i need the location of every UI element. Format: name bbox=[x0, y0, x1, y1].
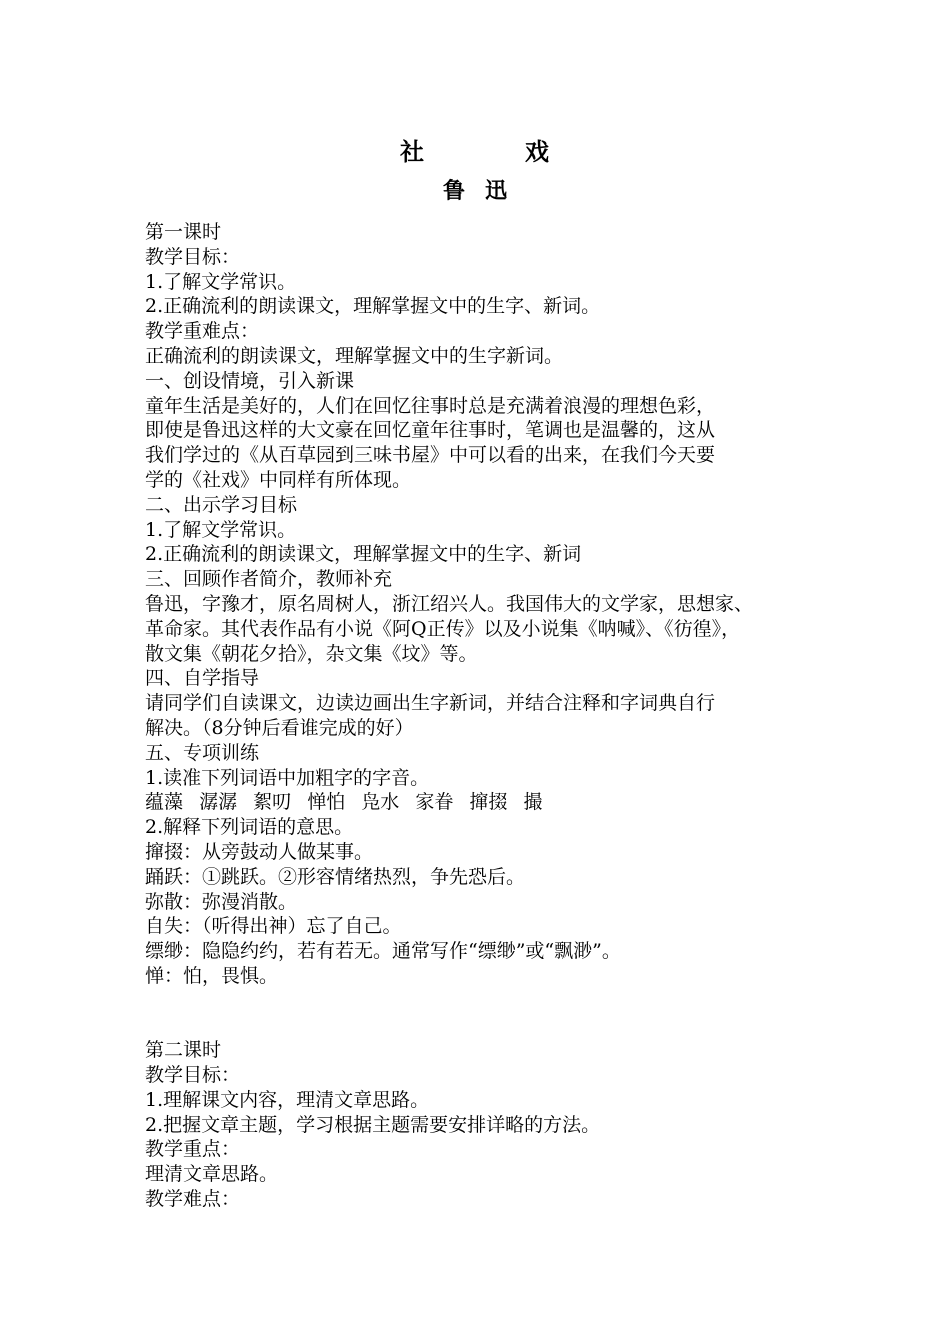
document-author bbox=[0, 174, 950, 205]
section-1-paragraph-line: 即使是鲁迅这样的大文豪在回忆童年往事时，笔调也是温馨的，这从 bbox=[145, 419, 716, 442]
lesson1-goal-2: 2.正确流利的朗读课文，理解掌握文中的生字、新词。 bbox=[145, 295, 601, 318]
author-bio-line: 散文集《朝花夕拾》，杂文集《坟》等。 bbox=[145, 642, 478, 665]
lesson2-goals-label: 教学目标： bbox=[145, 1064, 241, 1087]
author-bio-line: 革命家。其代表作品有小说《阿Q正传》以及小说集《呐喊》、《彷徨》， bbox=[145, 617, 741, 640]
section-4-title: 四、自学指导 bbox=[145, 667, 260, 690]
document-title bbox=[0, 132, 950, 167]
title-char-1: 社 bbox=[400, 138, 425, 166]
lesson2-goal-2: 2.把握文章主题，学习根据主题需要安排详略的方法。 bbox=[145, 1113, 601, 1136]
section-2-item-2: 2.正确流利的朗读课文，理解掌握文中的生字、新词 bbox=[145, 543, 582, 566]
definition-item: 缥缈：隐隐约约，若有若无。通常写作“缥缈”或“飘渺”。 bbox=[145, 940, 621, 963]
section-1-paragraph-line: 学的《社戏》中同样有所体现。 bbox=[145, 468, 412, 491]
vocabulary-word: 絮叨 bbox=[253, 791, 292, 814]
vocabulary-word: 蕴藻 bbox=[145, 791, 184, 814]
section-3-title: 三、回顾作者简介，教师补充 bbox=[145, 568, 393, 591]
lesson1-key-text: 正确流利的朗读课文，理解掌握文中的生字新词。 bbox=[145, 344, 564, 367]
definition-item: 弥散：弥漫消散。 bbox=[145, 890, 298, 913]
vocabulary-word: 潺潺 bbox=[199, 791, 238, 814]
vocabulary-word: 凫水 bbox=[361, 791, 400, 814]
lesson1-heading: 第一课时 bbox=[145, 221, 222, 243]
definition-item: 撺掇：从旁鼓动人做某事。 bbox=[145, 840, 374, 863]
vocabulary-word: 撮 bbox=[523, 791, 543, 814]
self-study-line: 解决。（8分钟后看谁完成的好） bbox=[145, 716, 414, 739]
lesson1-key-label: 教学重难点： bbox=[145, 320, 260, 343]
lesson1-goals-label: 教学目标： bbox=[145, 245, 241, 268]
vocabulary-word: 家眷 bbox=[415, 791, 454, 814]
self-study-line: 请同学们自读课文，边读边画出生字新词，并结合注释和字词典自行 bbox=[145, 692, 716, 715]
section-2-title: 二、出示学习目标 bbox=[145, 493, 298, 516]
section-2-item-1: 1.了解文学常识。 bbox=[145, 518, 297, 541]
section-1-title: 一、创设情境，引入新课 bbox=[145, 369, 355, 392]
exercise-1-prompt: 1.读准下列词语中加粗字的字音。 bbox=[145, 766, 430, 789]
exercise-2-prompt: 2.解释下列词语的意思。 bbox=[145, 816, 354, 839]
lesson2-heading: 第二课时 bbox=[145, 1039, 222, 1062]
document-body bbox=[145, 220, 815, 1212]
lesson-separator bbox=[145, 989, 815, 1039]
lesson2-key-text: 理清文章思路。 bbox=[145, 1163, 279, 1186]
definition-item: 惮：怕，畏惧。 bbox=[145, 964, 279, 987]
section-5-title: 五、专项训练 bbox=[145, 741, 260, 764]
author-char-1: 鲁 bbox=[442, 179, 465, 204]
section-1-paragraph-line: 我们学过的《从百草园到三味书屋》中可以看的出来，在我们今天要 bbox=[145, 444, 716, 467]
definition-item: 踊跃：①跳跃。②形容情绪热烈，争先恐后。 bbox=[145, 865, 526, 888]
author-char-2: 迅 bbox=[485, 179, 508, 204]
section-1-paragraph-line: 童年生活是美好的，人们在回忆往事时总是充满着浪漫的理想色彩， bbox=[145, 394, 716, 417]
lesson2-goal-1: 1.理解课文内容，理清文章思路。 bbox=[145, 1088, 430, 1111]
lesson2-key-label: 教学重点： bbox=[145, 1138, 241, 1161]
author-bio-line: 鲁迅，字豫才，原名周树人，浙江绍兴人。我国伟大的文学家，思想家、 bbox=[145, 592, 754, 615]
vocabulary-word: 撺掇 bbox=[469, 791, 508, 814]
definition-item: 自失：（听得出神）忘了自己。 bbox=[145, 915, 402, 938]
lesson2-difficulty-label: 教学难点： bbox=[145, 1188, 241, 1211]
vocabulary-word-list bbox=[145, 790, 815, 815]
title-char-2: 戏 bbox=[525, 138, 550, 166]
vocabulary-word: 惮怕 bbox=[307, 791, 346, 814]
lesson1-goal-1: 1.了解文学常识。 bbox=[145, 270, 297, 293]
